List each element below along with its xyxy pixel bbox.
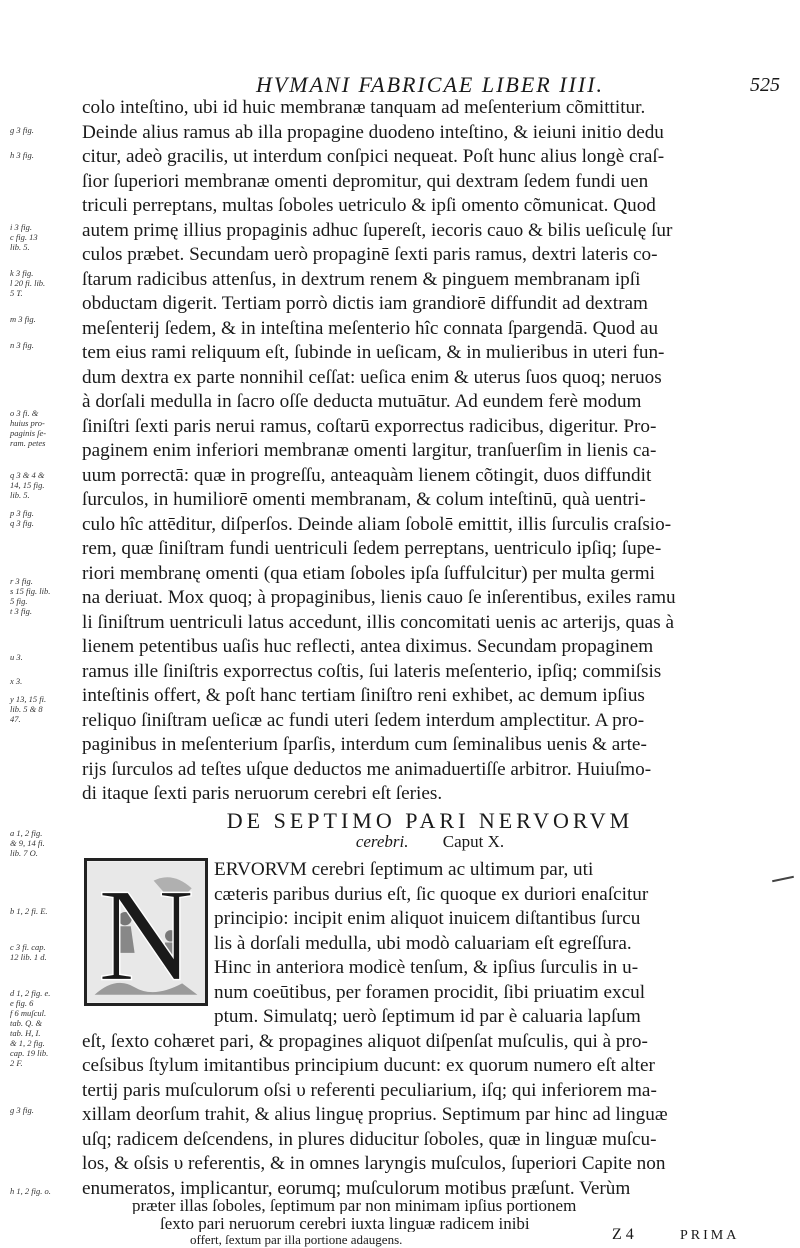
chapter-number: Caput X. — [442, 832, 505, 851]
body-line: triculi perreptans, multas ſoboles uetriculo & ipſi omento cõmunicat. Quod — [82, 195, 656, 216]
body-line: meſenterij ſedem, & in inteſtina meſenterio hîc connata ſpargendā. Quod au — [82, 317, 659, 339]
chapter-line: ſexto pari neruorum cerebri iuxta linguæ radicem inibi — [160, 1216, 530, 1232]
chapter-line: offert, ſextum par illa portione adaugens. — [190, 1232, 403, 1247]
margin-note: r 3 fig. s 15 fig. lib. 5 fig. — [10, 576, 51, 606]
chapter-line: cæteris paribus durius eſt, ſic quoque ex duriori enaſcitur — [214, 883, 649, 905]
body-line: ſior ſuperiori membranæ omenti depromitur, qui dextram ſedem fundi uen — [82, 170, 649, 192]
chapter-line: præter illas ſoboles, ſeptimum par non minimam ipſius portionem — [132, 1198, 577, 1214]
body-line: citur, adeò gracilis, ut interdum conſpici nequeat. Poſt hunc alius longè craſ- — [82, 146, 665, 167]
chapter-line: num coeūtibus, per foramen procidit, ſibi priuatim excul — [214, 981, 646, 1003]
margin-note: x 3. — [10, 676, 23, 686]
margin-note: u 3. — [10, 652, 23, 662]
margin-note: m 3 fig. — [10, 314, 36, 324]
chapter-line: tertij paris muſculorum oſsi υ referenti peculiarium, iſq; qui inferiorem ma- — [82, 1079, 657, 1101]
margin-note: g 3 fig. — [10, 125, 34, 135]
body-line: lienem petentibus uaſis huc reflecti, antea diximus. Secundam propaginem — [82, 636, 654, 657]
signature-mark: Z 4 — [612, 1226, 634, 1243]
margin-note: c 3 fi. cap. 12 lib. 1 d. — [10, 942, 47, 962]
margin-note: b 1, 2 fi. E. — [10, 906, 48, 916]
body-line: uum porrectā: quæ in progreſſu, anteaquàm lienem cõtingit, duos diffundit — [82, 464, 652, 486]
chapter-line: xillam deorſum trahit, & alius linguę proprius. Septimum par hinc ad linguæ — [82, 1104, 668, 1125]
body-line: ſurculos, in humiliorē omenti membranam, & colum inteſtinū, quà uentri- — [82, 489, 646, 510]
margin-note: k 3 fig. l 20 fi. lib. 5 T. — [10, 268, 46, 298]
chapter-subtitle-word: cerebri. — [355, 832, 409, 851]
chapter-line: Hinc in anteriora modicè tenſum, & ipſius ſurculis in u- — [214, 957, 639, 978]
body-line: ſiniſtri ſexti paris nerui ramus, coſtarū exporrectus radicibus, digeritur. Pro- — [82, 415, 657, 437]
catchword: PRIMA — [680, 1228, 740, 1243]
chapter-subtitle — [120, 832, 740, 852]
margin-note: g 3 fig. — [10, 1105, 34, 1115]
chapter-line: lis à dorſali medulla, ubi modò caluariam eſt egreſſura. — [214, 932, 632, 954]
decorated-initial — [84, 858, 208, 1006]
body-line: tem eius rami reliquum eſt, ſubinde in ueſicam, & in mulieribus in uteri fun- — [82, 342, 665, 363]
chapter-line: eſt, ſexto cohæret pari, & propagines aliquot diſpenſat muſculis, qui à pro- — [82, 1030, 648, 1052]
body-line: reliquo ſiniſtram ueſicæ ac fundi uteri ſedem interdum amplectitur. A pro- — [82, 709, 645, 731]
margin-note: y 13, 15 fi. lib. 5 & 8 47. — [10, 694, 47, 724]
body-line: culo hîc attēditur, diſperſos. Deinde aliam ſobolē emittit, illis ſurculis craſsio- — [82, 513, 672, 535]
margin-note: t 3 fig. — [10, 606, 32, 616]
margin-note: n 3 fig. — [10, 340, 34, 350]
chapter-line: los, & oſsis υ referentis, & in omnes laryngis muſculos, ſuperiori Capite non — [82, 1153, 666, 1174]
body-line: culos præbet. Secundam uerò propaginē ſexti paris ramus, dextri lateris co- — [82, 244, 658, 265]
chapter-line: ptum. Simulatq; uerò ſeptimum id par è caluaria lapſum — [214, 1006, 641, 1027]
page-number: 525 — [750, 74, 780, 96]
running-header: HVMANI FABRICAE LIBER IIII. — [255, 72, 605, 97]
body-line: Deinde alius ramus ab illa propagine duodeno inteſtino, & ieiuni initio dedu — [82, 121, 664, 143]
body-line: paginibus in meſenterium ſparſis, interdum cum ſeminalibus uenis & arte- — [82, 734, 647, 755]
woodcut-initial-icon — [87, 861, 205, 1003]
dropcap-letter: N — [97, 861, 195, 1003]
margin-note: d 1, 2 fig. e. e fig. 6 f 6 muſcul. tab. Q. & tab. H, I. & 1, 2 fig. cap. 19 lib. 2 F. — [10, 988, 51, 1068]
body-line: inteſtinis offert, & poſt hanc tertiam ſiniſtro reni exhibet, ac demum ipſius — [82, 685, 645, 706]
chapter-line: uſq; radicem deſcendens, in plures diducitur ſoboles, quæ in linguæ muſcu- — [82, 1128, 657, 1150]
chapter-title: DE SEPTIMO PARI NERVORVM — [226, 808, 634, 833]
chapter-line: principio: incipit enim aliquot inuicem diſtantibus ſurcu — [214, 908, 641, 929]
margin-note: q 3 & 4 & 14, 15 fig. lib. 5. — [10, 470, 45, 500]
chapter-line: ceſsibus ſtylum imitantibus principium ducunt: ex quorum numero eſt alter — [82, 1055, 655, 1076]
chapter-line: enumeratos, implicantur, eorumq; muſculorum motibus præſunt. Verùm — [82, 1177, 631, 1199]
body-line: riori membranę omenti (qua etiam ſoboles ipſa ſuffulcitur) per multa germi — [82, 562, 655, 584]
body-line: rijs ſurculos ad teſtes uſque deductos me animaduertiſſe arbitror. Huiuſmo- — [82, 758, 652, 780]
body-line: colo inteſtino, ubi id huic membranæ tanquam ad meſenterium cõmittitur. — [82, 97, 646, 118]
margin-note: p 3 fig. q 3 fig. — [10, 508, 34, 528]
margin-note: o 3 fi. & huius pro- paginis ſe- ram. petes — [10, 408, 47, 448]
margin-note: i 3 fig. c fig. 13 lib. 5. — [10, 222, 38, 252]
body-line: na deriuat. Mox quoq; à propaginibus, lienis cauo ſe inſerentibus, exiles ramu — [82, 587, 676, 608]
body-line: di itaque ſexti paris neruorum cerebri eſt ſeries. — [82, 783, 443, 804]
body-line: li ſiniſtrum uentriculi latus accedunt, illis concomitati uenis ac arterijs, quas à — [82, 611, 674, 633]
body-line: rem, quæ ſiniſtram fundi uentriculi ſedem perreptans, uentriculo ipſiq; ſupe- — [82, 538, 662, 559]
body-line: paginem enim inferiori membranæ omenti largitur, tranſuerſim in lienis ca- — [82, 440, 657, 461]
margin-note: h 1, 2 fig. o. — [10, 1186, 51, 1196]
body-line: à dorſali medulla in ſacro oſſe deducta mutuātur. Ad eundem ferè modum — [82, 391, 642, 412]
body-line: autem primę illius propaginis adhuc ſupereſt, iecoris cauo & bilis ueſiculę ſur — [82, 219, 673, 241]
body-line: ramus ille ſiniſtris exporrectus coſtis, ſui lateris meſenterio, ipſiq; commiſsis — [82, 660, 662, 682]
margin-note: a 1, 2 fig. & 9, 14 fi. lib. 7 O. — [10, 828, 45, 858]
body-line: ſtarum radicibus attenſus, in dextrum renem & pinguem membranam ipſi — [82, 268, 641, 290]
body-line: dum dextra ex parte nonnihil ceſſat: ueſica enim & uterus ſuos quoq; neruos — [82, 366, 662, 388]
chapter-line: ERVORVM cerebri ſeptimum ac ultimum par, uti — [214, 859, 594, 880]
margin-note: h 3 fig. — [10, 150, 34, 160]
body-line: obductam digerit. Tertiam porrò dictis iam grandiorē diffundit ad dextram — [82, 293, 648, 314]
